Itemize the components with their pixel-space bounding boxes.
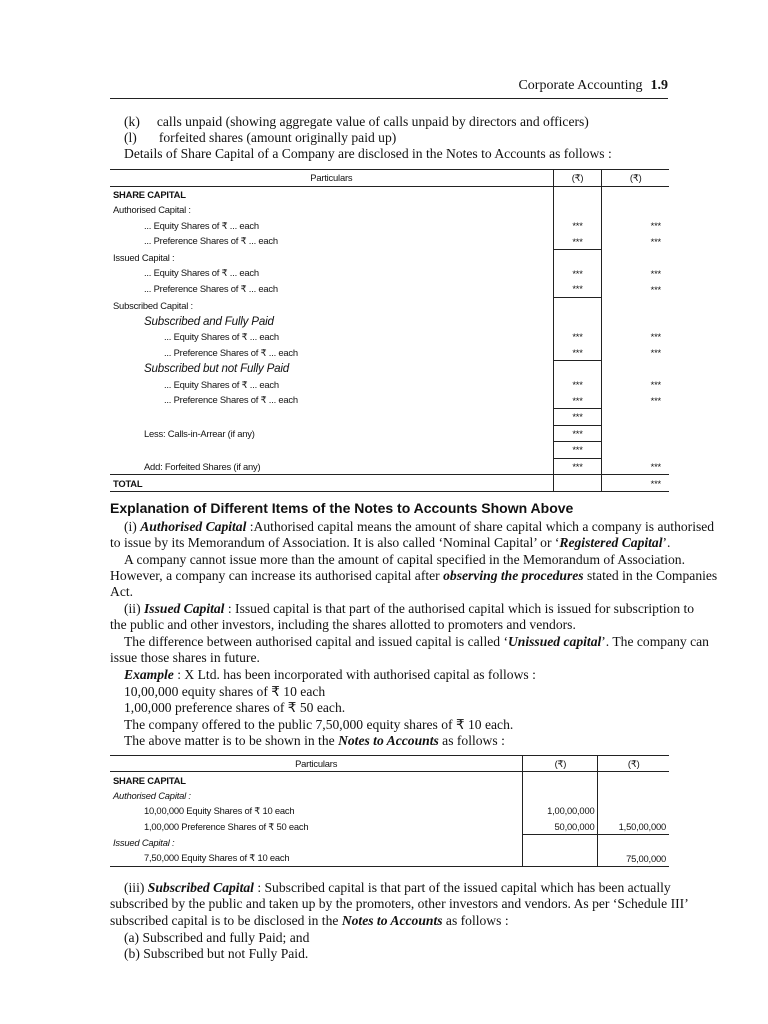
table-header-row bbox=[110, 756, 669, 772]
table-row: Issued Capital : bbox=[110, 249, 669, 265]
table-row: Subscribed Capital : bbox=[110, 297, 669, 313]
table-row: 1,00,000 Preference Shares of ₹ 50 each 50,00,000 1,50,00,000 bbox=[110, 819, 669, 835]
table-total-row: TOTAL *** bbox=[110, 475, 669, 492]
table-row: Authorised Capital : bbox=[110, 788, 669, 803]
example-line-3: The company offered to the public 7,50,000 equity shares of ₹ 10 each. bbox=[124, 717, 514, 732]
table-row: Add: Forfeited Shares (if any) *** *** bbox=[110, 458, 669, 475]
example-notes-table bbox=[110, 755, 669, 867]
para-authorised-2: to issue by its Memorandum of Association. It is also called ‘Nominal Capital’ or ‘Registered Capital’. bbox=[110, 535, 671, 550]
table-row: *** bbox=[110, 442, 669, 459]
intro-details: Details of Share Capital of a Company are disclosed in the Notes to Accounts as follows : bbox=[124, 146, 612, 161]
para-cannot-issue-2: However, a company can increase its authorised capital after observing the procedures stated in the Companies bbox=[110, 568, 718, 583]
table-row: Subscribed but not Fully Paid bbox=[110, 361, 669, 377]
table-row: ... Preference Shares of ₹ ... each *** *** bbox=[110, 233, 669, 249]
example-line-1: 10,00,000 equity shares of ₹ 10 each bbox=[124, 684, 326, 699]
header-title: Corporate Accounting bbox=[518, 78, 643, 93]
explanation-heading: Explanation of Different Items of the Notes to Accounts Shown Above bbox=[110, 500, 574, 516]
table-row: SHARE CAPITAL bbox=[110, 772, 669, 788]
table-header-row bbox=[110, 170, 669, 187]
table-row: 7,50,000 Equity Shares of ₹ 10 each 75,00,000 bbox=[110, 850, 669, 866]
col-rupee-1: (₹) bbox=[553, 170, 602, 187]
table-row: Issued Capital : bbox=[110, 834, 669, 850]
para-cannot-issue-3: Act. bbox=[110, 584, 134, 599]
table-row: Less: Calls-in-Arrear (if any) *** bbox=[110, 425, 669, 442]
para-issued-1: (ii) Issued Capital : Issued capital is that part of the authorised capital which is issued for subscription to bbox=[124, 601, 695, 616]
example-line-4: The above matter is to be shown in the Notes to Accounts as follows : bbox=[124, 733, 505, 748]
para-issued-2: the public and other investors, including the shares allotted to promoters and vendors. bbox=[110, 617, 576, 632]
intro-item-k: (k) calls unpaid (showing aggregate value of calls unpaid by directors and officers) bbox=[124, 114, 589, 129]
col-particulars: Particulars bbox=[110, 756, 523, 772]
subscribed-item-a: (a) Subscribed and fully Paid; and bbox=[124, 930, 310, 945]
para-unissued-1: The difference between authorised capital and issued capital is called ‘Unissued capital’. The company can bbox=[124, 634, 709, 649]
table-row: 10,00,000 Equity Shares of ₹ 10 each 1,00,00,000 bbox=[110, 803, 669, 818]
col-rupee-2: (₹) bbox=[602, 170, 669, 187]
table-row: SHARE CAPITAL bbox=[110, 186, 669, 202]
para-subscribed-2: subscribed by the public and taken up by the promoters, other investors and vendors. As per ‘Schedule III’ bbox=[110, 896, 689, 911]
example-intro: Example : X Ltd. has been incorporated with authorised capital as follows : bbox=[124, 667, 536, 682]
example-line-2: 1,00,000 preference shares of ₹ 50 each. bbox=[124, 700, 346, 715]
intro-item-l: (l) forfeited shares (amount originally paid up) bbox=[124, 130, 397, 145]
para-cannot-issue-1: A company cannot issue more than the amount of capital specified in the Memorandum of Association. bbox=[124, 552, 685, 567]
share-capital-format-table bbox=[110, 169, 669, 492]
para-subscribed-3: subscribed capital is to be disclosed in the Notes to Accounts as follows : bbox=[110, 913, 509, 928]
page-number: 1.9 bbox=[650, 78, 668, 93]
para-subscribed-1: (iii) Subscribed Capital : Subscribed capital is that part of the issued capital which has been actually bbox=[124, 880, 671, 895]
table-row: *** bbox=[110, 408, 669, 425]
table-row: ... Preference Shares of ₹ ... each *** *** bbox=[110, 392, 669, 408]
col-particulars: Particulars bbox=[110, 170, 553, 187]
subscribed-item-b: (b) Subscribed but not Fully Paid. bbox=[124, 946, 309, 961]
table-row: ... Equity Shares of ₹ ... each *** *** bbox=[110, 329, 669, 345]
table-row: Subscribed and Fully Paid bbox=[110, 313, 669, 329]
col-rupee-2: (₹) bbox=[598, 756, 669, 772]
table-row: ... Preference Shares of ₹ ... each *** *** bbox=[110, 281, 669, 297]
page-header bbox=[110, 78, 668, 99]
table-row: Authorised Capital : bbox=[110, 202, 669, 218]
table-row: ... Equity Shares of ₹ ... each *** *** bbox=[110, 266, 669, 282]
table-row: ... Equity Shares of ₹ ... each *** *** bbox=[110, 377, 669, 393]
col-rupee-1: (₹) bbox=[523, 756, 598, 772]
table-row: ... Equity Shares of ₹ ... each *** *** bbox=[110, 218, 669, 234]
para-unissued-2: issue those shares in future. bbox=[110, 650, 260, 665]
para-authorised-1: (i) Authorised Capital :Authorised capital means the amount of share capital which a company is authorised bbox=[124, 519, 715, 534]
table-row: ... Preference Shares of ₹ ... each *** *** bbox=[110, 345, 669, 361]
